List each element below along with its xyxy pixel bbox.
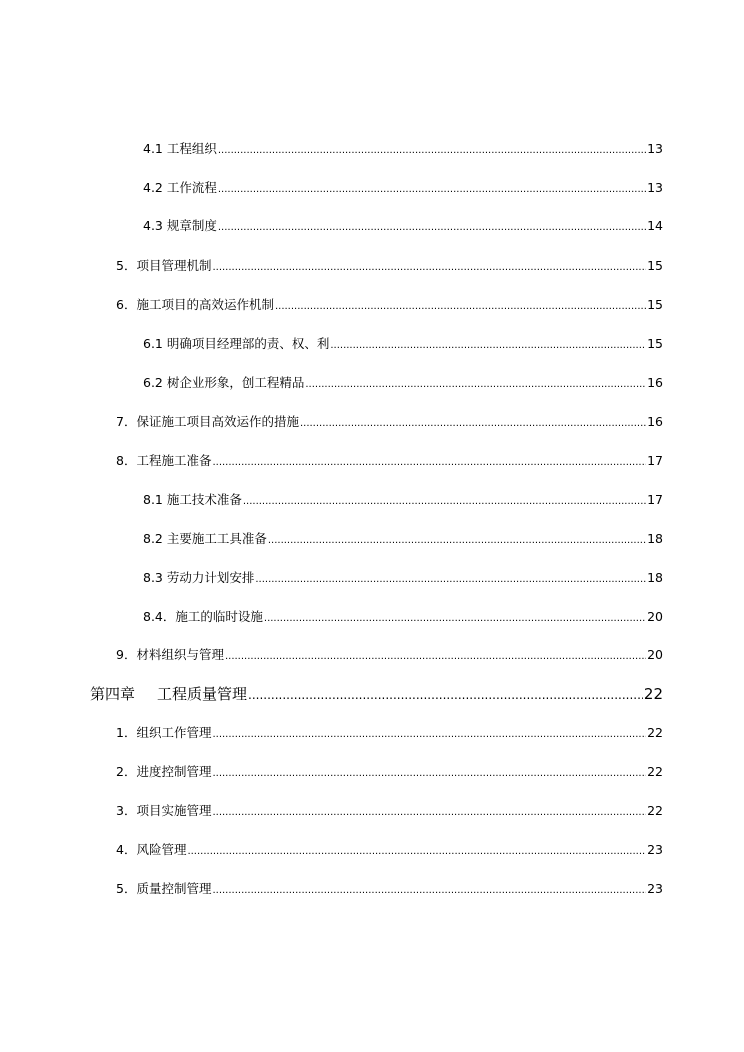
toc-page-number: 15: [647, 258, 663, 273]
toc-dot-leader: [187, 842, 646, 857]
toc-dot-leader: [218, 180, 646, 195]
toc-dot-leader: [255, 570, 646, 585]
toc-dot-leader: [305, 375, 646, 390]
toc-entry[interactable]: [143, 334, 663, 352]
toc-entry-title: 9．材料组织与管理: [116, 647, 224, 662]
toc-page-number: 15: [647, 297, 663, 312]
toc-dot-leader: [300, 414, 646, 429]
toc-entry-title: 6.2 树企业形象，创工程精品: [143, 375, 305, 390]
toc-entry-title: 6.1 明确项目经理部的责、权、利: [143, 336, 330, 351]
toc-page-number: 22: [647, 764, 663, 779]
toc-entry-title: 7．保证施工项目高效运作的措施: [116, 414, 299, 429]
toc-entry[interactable]: [143, 568, 663, 586]
toc-entry-title: 4.3 规章制度: [143, 218, 217, 233]
toc-dot-leader: [330, 336, 646, 351]
toc-page-number: 20: [647, 609, 663, 624]
toc-entry[interactable]: [116, 723, 663, 741]
toc-page-number: 18: [647, 570, 663, 585]
toc-page-number: 13: [647, 180, 663, 195]
toc-entry[interactable]: [116, 762, 663, 780]
toc-dot-leader: [275, 297, 646, 312]
toc-entry[interactable]: [116, 412, 663, 430]
toc-entry-title: 8．工程施工准备: [116, 453, 212, 468]
toc-entry[interactable]: [143, 490, 663, 508]
toc-dot-leader: [212, 764, 646, 779]
toc-dot-leader: [225, 647, 646, 662]
toc-page-number: 17: [647, 492, 663, 507]
toc-page-number: 18: [647, 531, 663, 546]
toc-entry[interactable]: [116, 645, 663, 663]
toc-entry[interactable]: [116, 451, 663, 469]
toc-page-number: 15: [647, 336, 663, 351]
toc-page-number: 20: [647, 647, 663, 662]
toc-page-number: 23: [647, 842, 663, 857]
toc-chapter-number: 第四章: [90, 685, 136, 703]
toc-entry[interactable]: [143, 529, 663, 547]
toc-page-number: 17: [647, 453, 663, 468]
toc-entry[interactable]: [116, 256, 663, 274]
toc-entry-title: 4.1 工程组织: [143, 141, 217, 156]
toc-entry[interactable]: [143, 139, 663, 157]
toc-dot-leader: [212, 881, 646, 896]
toc-entry-title: 3．项目实施管理: [116, 803, 212, 818]
toc-page-number: 16: [647, 375, 663, 390]
toc-entry[interactable]: [116, 295, 663, 313]
toc-dot-leader: [212, 803, 646, 818]
toc-dot-leader: [212, 453, 646, 468]
toc-entry-title: 1．组织工作管理: [116, 725, 212, 740]
toc-entry-title: 8.1 施工技术准备: [143, 492, 242, 507]
toc-dot-leader: [264, 609, 646, 624]
toc-dot-leader: [268, 531, 646, 546]
toc-entry-title: 2．进度控制管理: [116, 764, 212, 779]
toc-entry-title: 8.3 劳动力计划安排: [143, 570, 255, 585]
toc-dot-leader: [243, 492, 646, 507]
toc-entry-title: 5．项目管理机制: [116, 258, 212, 273]
toc-dot-leader: [248, 685, 643, 703]
toc-page-number: 22: [647, 803, 663, 818]
toc-entry-title: 工程质量管理: [157, 685, 248, 703]
toc-dot-leader: [212, 725, 646, 740]
toc-dot-leader: [212, 258, 646, 273]
toc-page-number: 13: [647, 141, 663, 156]
toc-page-number: 23: [647, 881, 663, 896]
toc-entry-title: 8.2 主要施工工具准备: [143, 531, 267, 546]
toc-entry[interactable]: [116, 879, 663, 897]
toc-entry-title: 4．风险管理: [116, 842, 187, 857]
toc-entry[interactable]: [143, 607, 663, 625]
toc-entry[interactable]: [143, 373, 663, 391]
toc-entry[interactable]: [143, 216, 663, 234]
toc-dot-leader: [218, 141, 646, 156]
toc-page-number: 22: [647, 725, 663, 740]
toc-entry-title: 6．施工项目的高效运作机制: [116, 297, 274, 312]
toc-page-number: 16: [647, 414, 663, 429]
toc-chapter-entry[interactable]: [90, 683, 663, 704]
toc-entry[interactable]: [143, 178, 663, 196]
toc-entry-title: 4.2 工作流程: [143, 180, 217, 195]
toc-entry-title: 5．质量控制管理: [116, 881, 212, 896]
toc-entry[interactable]: [116, 840, 663, 858]
toc-entry-title: 8.4．施工的临时设施: [143, 609, 263, 624]
toc-dot-leader: [218, 218, 646, 233]
toc-page-number: 14: [647, 218, 663, 233]
toc-entry[interactable]: [116, 801, 663, 819]
toc-page-number: 22: [643, 685, 663, 703]
